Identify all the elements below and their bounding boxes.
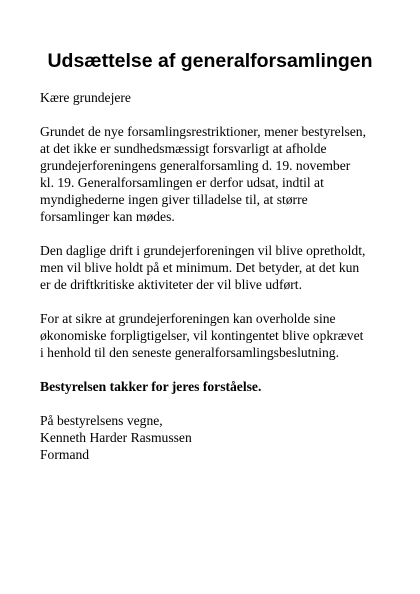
paragraph-line: men vil blive holdt på et minimum. Det betyder, at det kun	[40, 260, 360, 275]
paragraph-postponement	[40, 123, 392, 225]
salutation: Kære grundejere	[40, 90, 131, 105]
paragraph-line: For at sikre at grundejerforeningen kan overholde sine	[40, 311, 336, 326]
paragraph-line: at det ikke er sundhedsmæssigt forsvarligt at afholde	[40, 141, 327, 156]
paragraph-line: grundejerforeningens generalforsamling d. 19. november	[40, 158, 351, 173]
paragraph-line: forsamlinger kan mødes.	[40, 209, 175, 224]
signer-name: Kenneth Harder Rasmussen	[40, 430, 192, 445]
thanks-statement: Bestyrelsen takker for jeres forståelse.	[40, 379, 262, 394]
paragraph-daily-operations	[40, 242, 392, 293]
paragraph-line: myndighederne ingen giver tilladelse til, at større	[40, 192, 308, 207]
paragraph-line: Den daglige drift i grundejerforeningen vil blive opretholdt,	[40, 243, 366, 258]
paragraph-line: i henhold til den seneste generalforsamlingsbeslutning.	[40, 345, 339, 360]
document-body	[40, 89, 392, 480]
signature-block	[40, 412, 392, 463]
paragraph-line: økonomiske forpligtigelser, vil kontingentet blive opkrævet	[40, 328, 364, 343]
paragraph-finances	[40, 310, 392, 361]
paragraph-line: kl. 19. Generalforsamlingen er derfor udsat, indtil at	[40, 175, 324, 190]
paragraph-line: Grundet de nye forsamlingsrestriktioner, mener bestyrelsen,	[40, 124, 366, 139]
signer-role: Formand	[40, 447, 90, 462]
document-title: Udsættelse af generalforsamlingen	[47, 50, 373, 72]
signoff-line: På bestyrelsens vegne,	[40, 413, 163, 428]
paragraph-line: er de driftkritiske aktiviteter der vil blive udført.	[40, 277, 302, 292]
